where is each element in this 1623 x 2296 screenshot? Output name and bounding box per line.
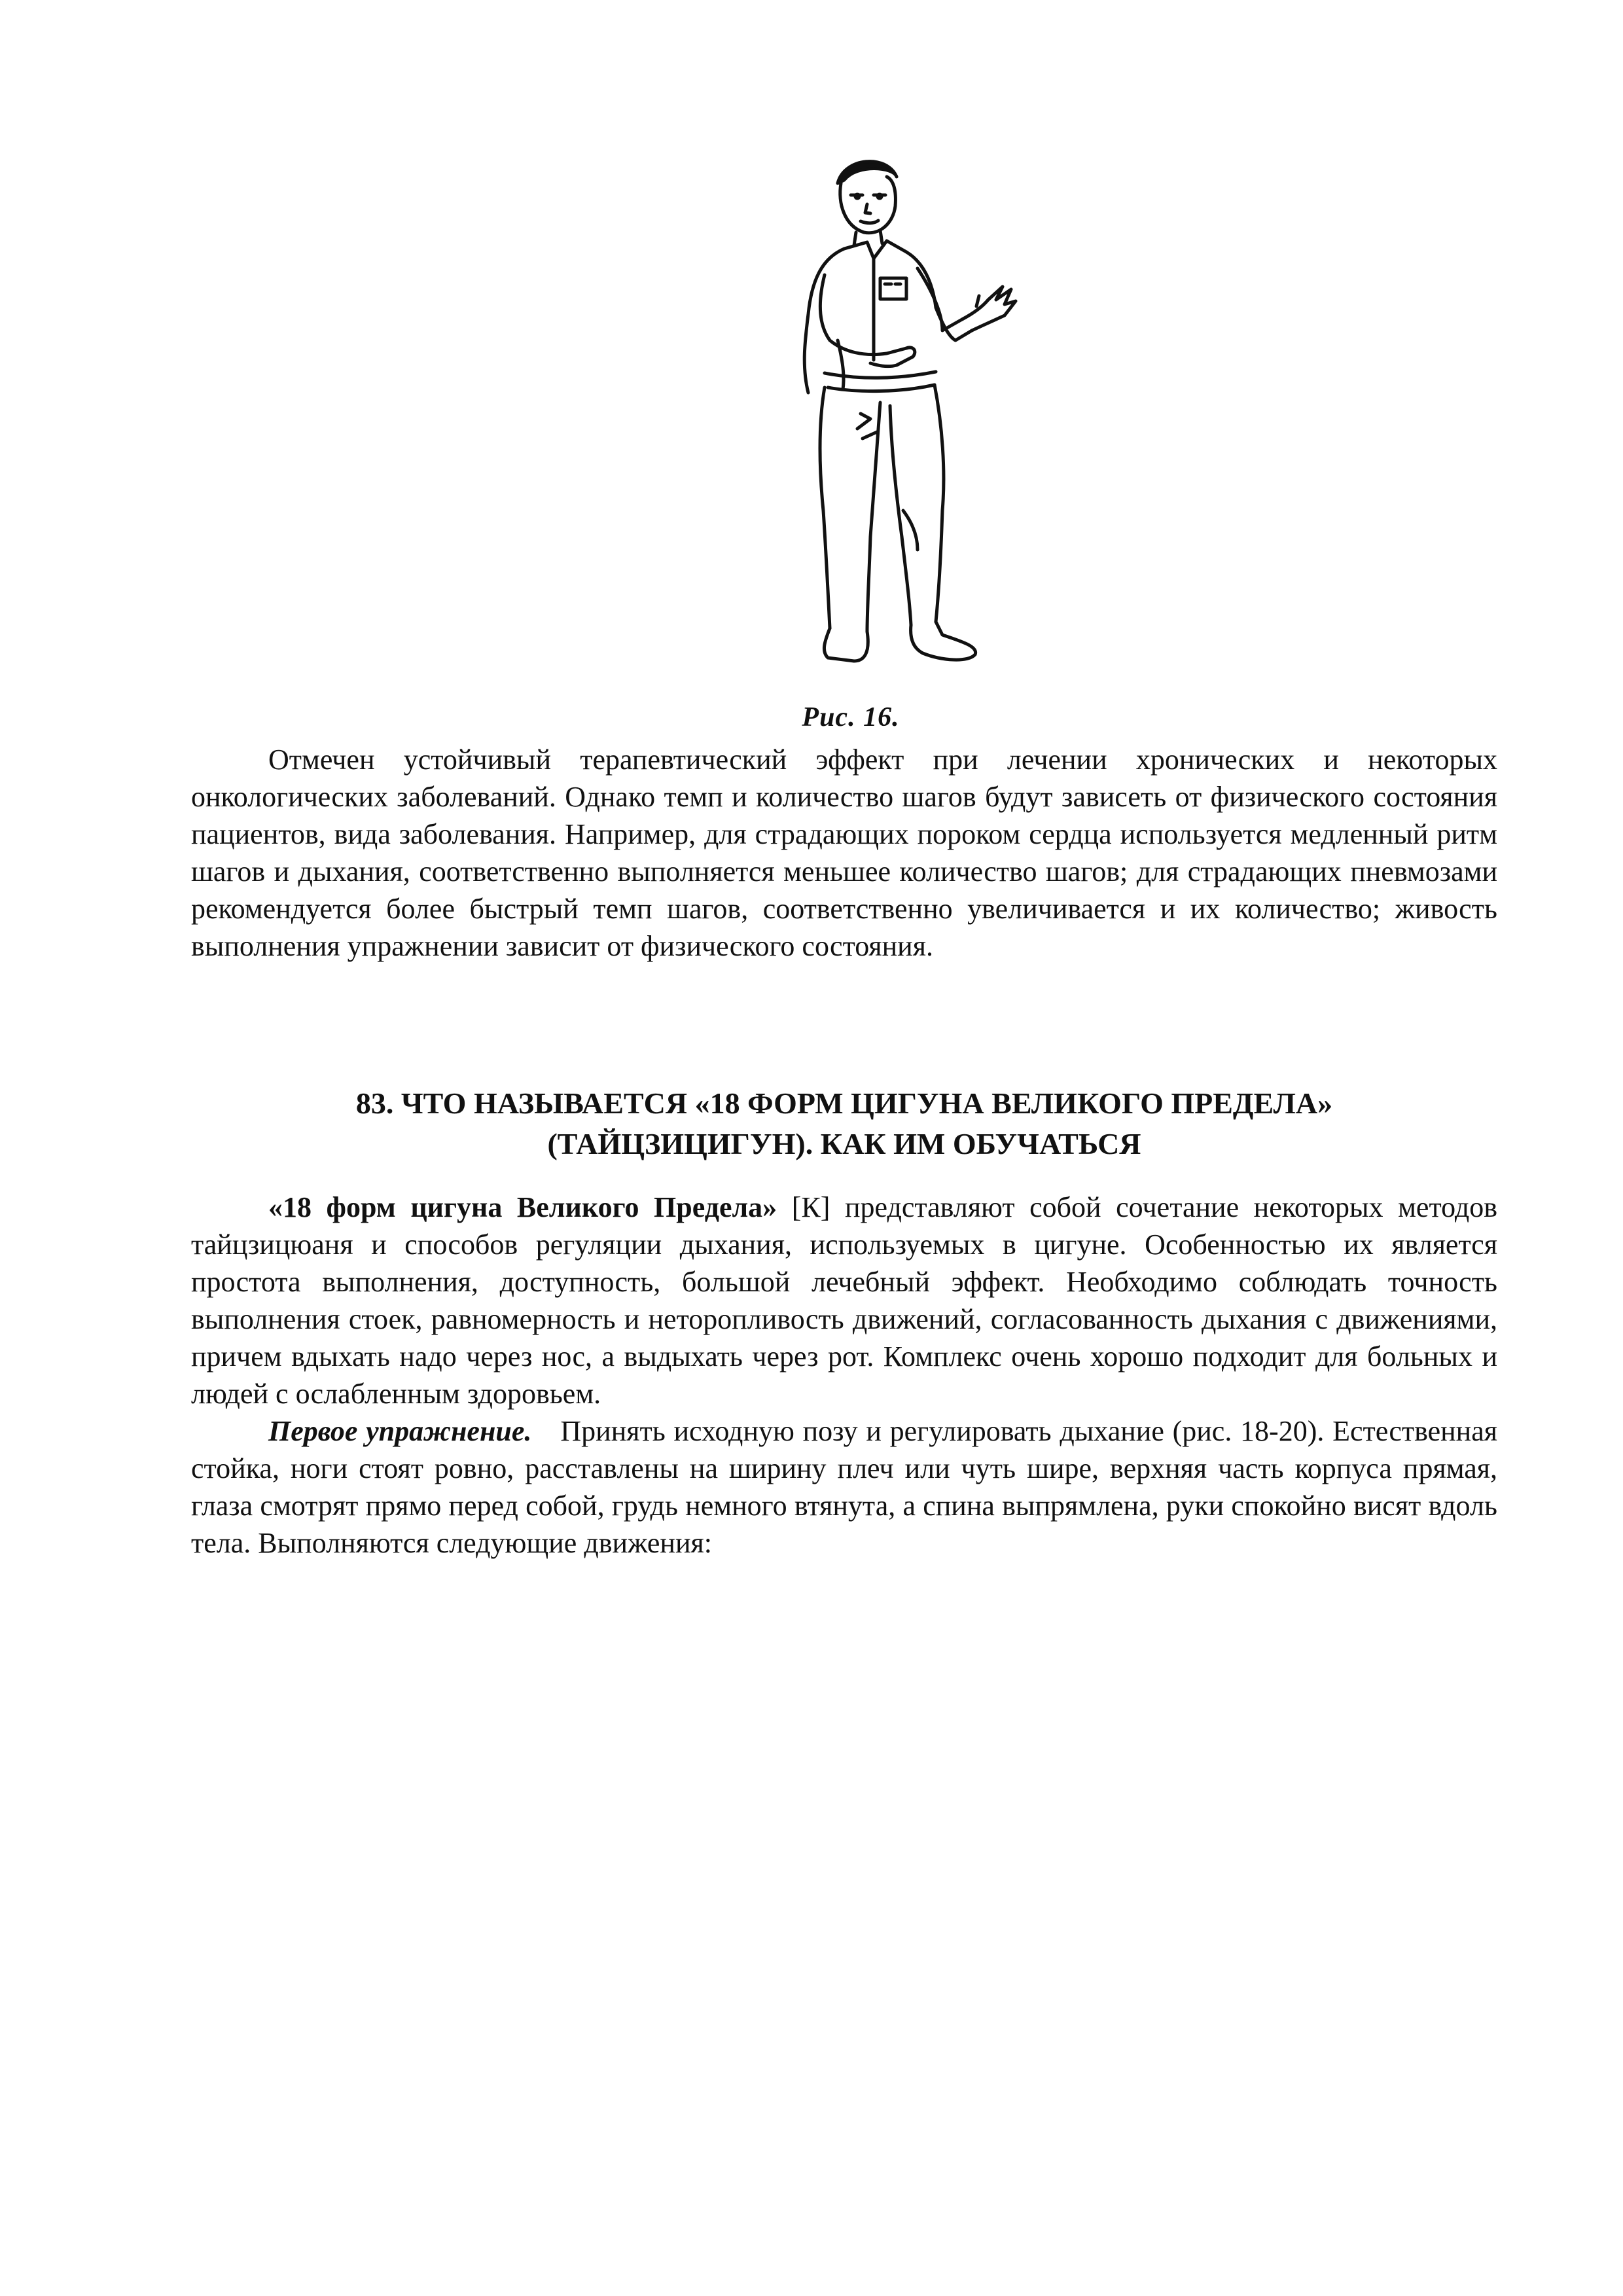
paragraph-text: Принять исходную позу и регулировать дыхание (рис. 18-20). Естественная стойка, ноги стоят ровно, расставлены на ширину плеч или чуть шире, верхняя часть корпуса прямая, глаза смотрят прямо перед собой, грудь немного втянута, а спина выпрямлена, руки спокойно висят вдоль тела. Выполняются следующие движения:	[191, 1415, 1497, 1559]
paragraph-18-forms	[191, 1189, 1497, 1412]
paragraph-first-exercise	[191, 1412, 1497, 1562]
figure-caption: Рис. 16.	[802, 702, 900, 732]
figure-illustration	[746, 144, 1047, 694]
paragraph-therapeutic-effect	[191, 741, 1497, 965]
paragraph-text: [К] представляют собой сочетание некоторых методов тайцзицюаня и способов регуляции дыхания, используемых в цигуне. Особенностью их является простота выполнения, доступность, большой лечебный эффект. Необходимо соблюдать точность выполнения стоек, равномерность и неторопливость движений, согласованность дыхания с движениями, причем вдыхать надо через нос, а выдыхать через рот. Комплекс очень хорошо подходит для больных и людей с ослабленным здоровьем.	[191, 1191, 1497, 1410]
section-body	[191, 1189, 1497, 1562]
paragraph-text: Отмечен устойчивый терапевтический эффект при лечении хронических и некоторых онкологических заболеваний. Однако темп и количество шагов будут зависеть от физического состояния пациентов, вида заболевания. Например, для страдающих пороком сердца используется медленный ритм шагов и дыхания, соответственно выполняется меньшее количество шагов; для страдающих пневмозами рекомендуется более быстрый темп шагов, соответственно увеличивается и их количество; живость выполнения упражнении зависит от физического состояния.	[191, 744, 1497, 962]
heading-line-1: 83. ЧТО НАЗЫВАЕТСЯ «18 ФОРМ ЦИГУНА ВЕЛИКОГО ПРЕДЕЛА»	[355, 1086, 1333, 1120]
bold-title: «18 форм цигуна Великого Предела»	[268, 1191, 777, 1223]
standing-man-illustration	[746, 144, 1047, 694]
section-heading	[191, 1083, 1497, 1164]
heading-line-2: (ТАЙЦЗИЦИГУН). КАК ИМ ОБУЧАТЬСЯ	[547, 1127, 1141, 1160]
exercise-label: Первое упражнение.	[268, 1415, 532, 1447]
